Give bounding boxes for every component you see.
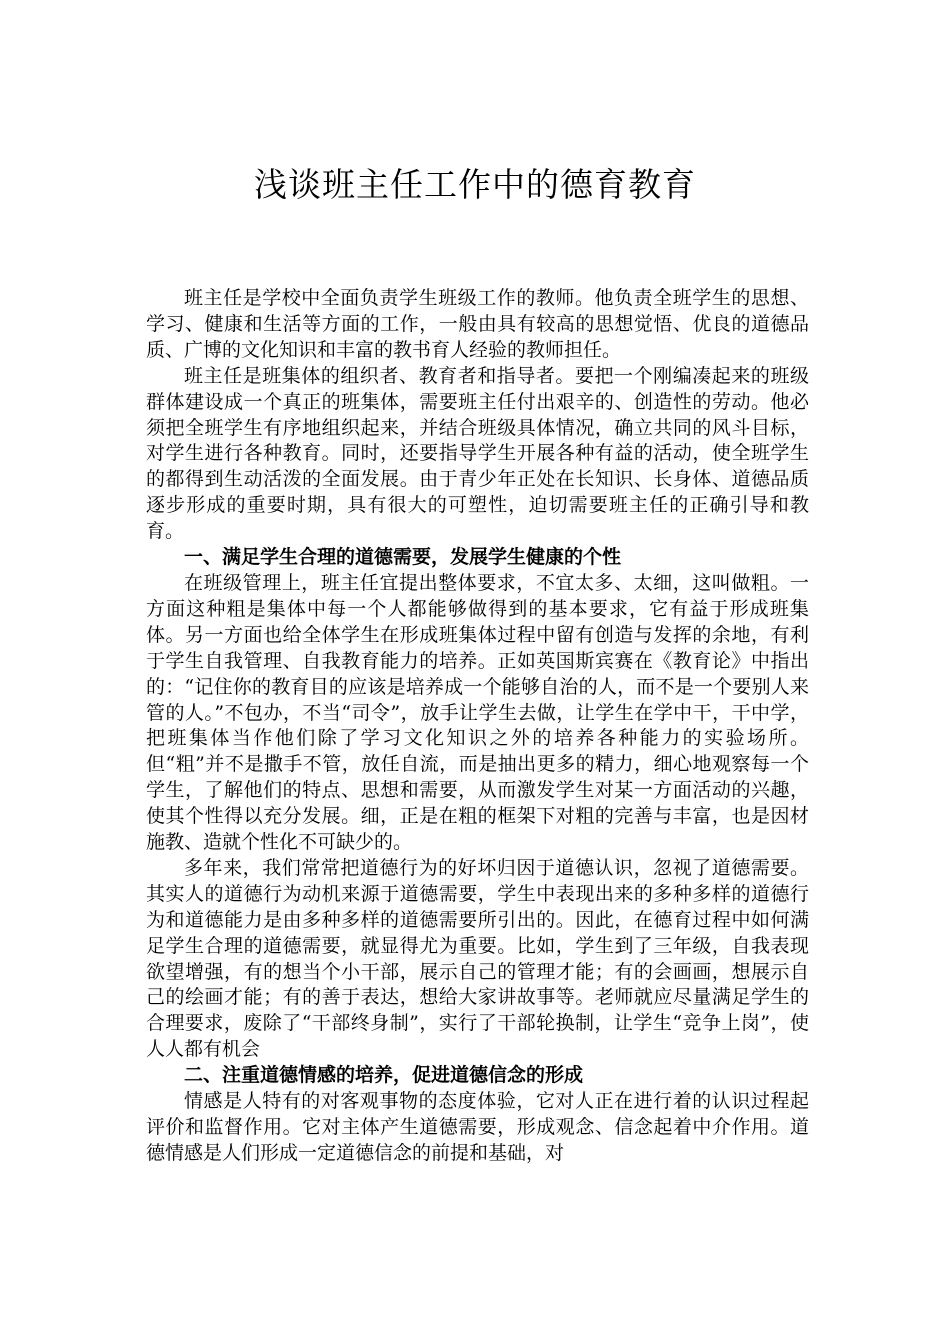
paragraph-section2-1: 情感是人特有的对客观事物的态度体验，它对人正在进行着的认识过程起评价和监督作用。它对主体产生道德需要，形成观念、信念起着中介作用。道德情感是人们形成一定道德信念的前提和基础，对: [146, 1090, 809, 1164]
paragraph-intro-1: 班主任是学校中全面负责学生班级工作的教师。他负责全班学生的思想、学习、健康和生活等方面的工作，一般由具有较高的思想觉悟、优良的道德品质、广博的文化知识和丰富的教书育人经验的教师担任。: [146, 287, 809, 361]
document-body: [146, 286, 809, 1167]
section-heading-2: 二、注重道德情感的培养，促进道德信念的形成: [184, 1064, 584, 1087]
paragraph-intro-2: 班主任是班集体的组织者、教育者和指导者。要把一个刚编凑起来的班级群体建设成一个真正的班集体，需要班主任付出艰辛的、创造性的劳动。他必须把全班学生有序地组织起来，并结合班级具体情况，确立共同的风斗目标，对学生进行各种教育。同时，还要指导学生开展各种有益的活动，使全班学生的都得到生动活泼的全面发展。由于青少年正处在长知识、长身体、道德品质逐步形成的重要时期，具有很大的可塑性，迫切需要班主任的正确引导和教育。: [146, 364, 809, 543]
paragraph-section1-2: 多年来，我们常常把道德行为的好坏归因于道德认识，忽视了道德需要。其实人的道德行为动机来源于道德需要，学生中表现出来的多种多样的道德行为和道德能力是由多种多样的道德需要所引出的。因此，在德育过程中如何满足学生合理的道德需要，就显得尤为重要。比如，学生到了三年级，自我表现欲望增强，有的想当个小干部，展示自己的管理才能；有的会画画，想展示自己的绘画才能；有的善于表达，想给大家讲故事等。老师就应尽量满足学生的合理要求，废除了“干部终身制”，实行了干部轮换制，让学生“竞争上岗”，使人人都有机会: [146, 856, 809, 1061]
paragraph-section1-1: 在班级管理上，班主任宜提出整体要求，不宜太多、太细，这叫做粗。一方面这种粗是集体中每一个人都能够做得到的基本要求，它有益于形成班集体。另一方面也给全体学生在形成班集体过程中留有创造与发挥的余地，有利于学生自我管理、自我教育能力的培养。正如英国斯宾赛在《教育论》中指出的：“记住你的教育目的应该是培养成一个能够自治的人，而不是一个要别人来管的人。”不包办，不当“司令”，放手让学生去做，让学生在学中干，干中学，把班集体当作他们除了学习文化知识之外的培养各种能力的实验场所。但“粗”并不是撒手不管，放任自流，而是抽出更多的精力，细心地观察每一个学生，了解他们的特点、思想和需要，从而激发学生对某一方面活动的兴趣，使其个性得以充分发展。细，正是在粗的框架下对粗的完善与丰富，也是因材施教、造就个性化不可缺少的。: [146, 571, 809, 854]
section-heading-1: 一、满足学生合理的道德需要，发展学生健康的个性: [184, 546, 622, 569]
document-title: 浅谈班主任工作中的德育教育: [254, 165, 696, 204]
